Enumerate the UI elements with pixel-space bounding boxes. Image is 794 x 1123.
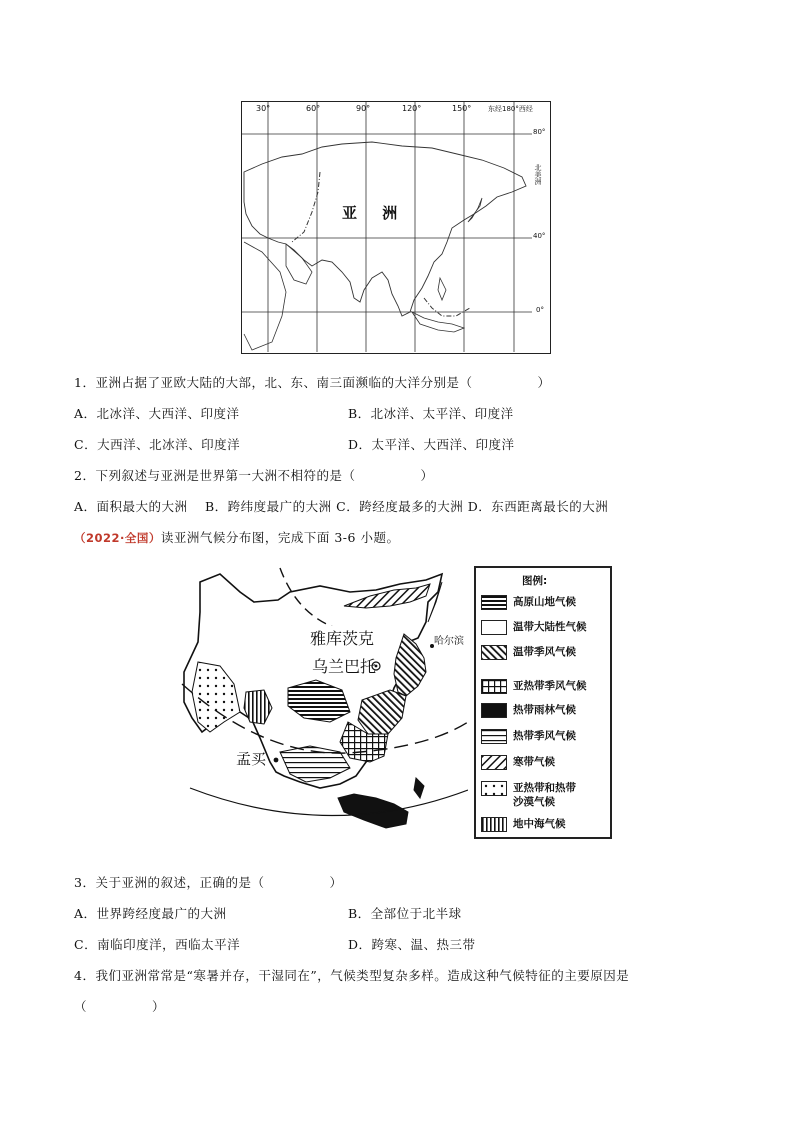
legend-title: 图例:: [522, 575, 548, 587]
legend-label-line2: 沙漠气候: [513, 796, 555, 808]
lon-label-180: 东经180°西经: [488, 105, 533, 113]
question-3-option-c[interactable]: C．南临印度洋，西临太平洋: [74, 937, 241, 952]
question-1-stem: 1．亚洲占据了亚欧大陆的大部，北、东、南三面濒临的大洋分别是（ ）: [74, 375, 551, 390]
legend-swatch-temperate-monsoon: [481, 645, 507, 660]
lon-label-90: 90°: [356, 104, 371, 113]
region-tropical-rainforest: [338, 794, 408, 828]
legend-swatch-tropical-rainforest: [481, 703, 507, 718]
question-1-option-a[interactable]: A．北冰洋、大西洋、印度洋: [74, 406, 240, 421]
legend-label: 热带雨林气候: [513, 704, 576, 716]
question-1-option-d[interactable]: D．太平洋、大西洋、印度洋: [348, 437, 515, 452]
indonesia-coastline: [412, 312, 464, 332]
question-3-option-d[interactable]: D．跨寒、温、热三带: [348, 937, 476, 952]
lat-label-80: 80°: [533, 128, 546, 136]
lon-label-60: 60°: [306, 104, 321, 113]
legend-swatch-tropical-monsoon: [481, 729, 507, 744]
source-tag: （2022·全国）: [74, 531, 161, 545]
region-rainforest-islands: [414, 778, 424, 798]
climate-legend: [474, 566, 612, 839]
asia-climate-map-svg: [180, 562, 468, 847]
question-1-option-b[interactable]: B．北冰洋、太平洋、印度洋: [348, 406, 514, 421]
legend-label: 地中海气候: [513, 818, 566, 830]
asia-climate-map: [180, 562, 468, 847]
legend-swatch-cold: [481, 755, 507, 770]
question-3-option-a[interactable]: A．世界跨经度最广的大洲: [74, 906, 227, 921]
lon-label-30: 30°: [256, 104, 271, 113]
legend-label: 热带季风气候: [513, 730, 576, 742]
legend-label: 温带季风气候: [513, 646, 576, 658]
legend-swatch-mediterranean: [481, 817, 507, 832]
section-intro: [74, 528, 399, 546]
lat-label-0: 0°: [536, 306, 544, 314]
question-3-stem: 3．关于亚洲的叙述，正确的是（ ）: [74, 875, 343, 890]
city-yakutsk: 雅库茨克: [310, 626, 374, 649]
city-ulaanbaatar: 乌兰巴托: [312, 657, 377, 676]
question-1-option-c[interactable]: C．大西洋、北冰洋、印度洋: [74, 437, 241, 452]
question-4-blank: （ ）: [74, 999, 166, 1014]
legend-label: 高原山地气候: [513, 596, 576, 608]
lon-label-150: 150°: [452, 104, 472, 113]
asia-oceania-boundary: [424, 298, 470, 316]
legend-swatch-temperate-continental: [481, 620, 507, 635]
question-4-stem: 4．我们亚洲常常是“寒暑并存，干湿同在”，气候类型复杂多样。造成这种气候特征的主要原因是: [74, 968, 630, 983]
equator-arc: [190, 788, 468, 816]
legend-swatch-subtropical-monsoon: [481, 679, 507, 694]
asia-outline-map-svg: [242, 102, 549, 352]
legend-swatch-desert: [481, 781, 507, 796]
north-america-label: 北美洲: [534, 164, 542, 185]
intro-text: 读亚洲气候分布图，完成下面 3-6 小题。: [160, 530, 400, 545]
asia-europe-boundary: [292, 172, 320, 242]
legend-label: 亚热带和热带: [513, 782, 576, 794]
legend-label: 亚热带季风气候: [513, 680, 587, 692]
mumbai-marker: [274, 758, 279, 763]
lon-label-120: 120°: [402, 104, 422, 113]
legend-label: 寒带气候: [513, 756, 555, 768]
arabia-coastline: [286, 244, 312, 284]
eurasia-coastline: [244, 142, 526, 316]
asia-outline-map: [241, 101, 551, 354]
legend-swatch-plateau: [481, 595, 507, 610]
question-2-options[interactable]: A．面积最大的大洲 B．跨纬度最广的大洲 C．跨经度最多的大洲 D．东西距离最长的大洲: [74, 499, 609, 514]
continent-label: 亚 洲: [342, 204, 408, 222]
lat-label-40: 40°: [533, 232, 546, 240]
question-3-option-b[interactable]: B．全部位于北半球: [348, 906, 462, 921]
philippines-coastline: [438, 278, 446, 300]
city-harbin: 哈尔滨: [434, 636, 464, 647]
city-mumbai: 孟买: [236, 750, 267, 768]
africa-coastline: [244, 242, 286, 350]
question-2-stem: 2．下列叙述与亚洲是世界第一大洲不相符的是（ ）: [74, 468, 434, 483]
legend-label: 温带大陆性气候: [513, 621, 587, 633]
